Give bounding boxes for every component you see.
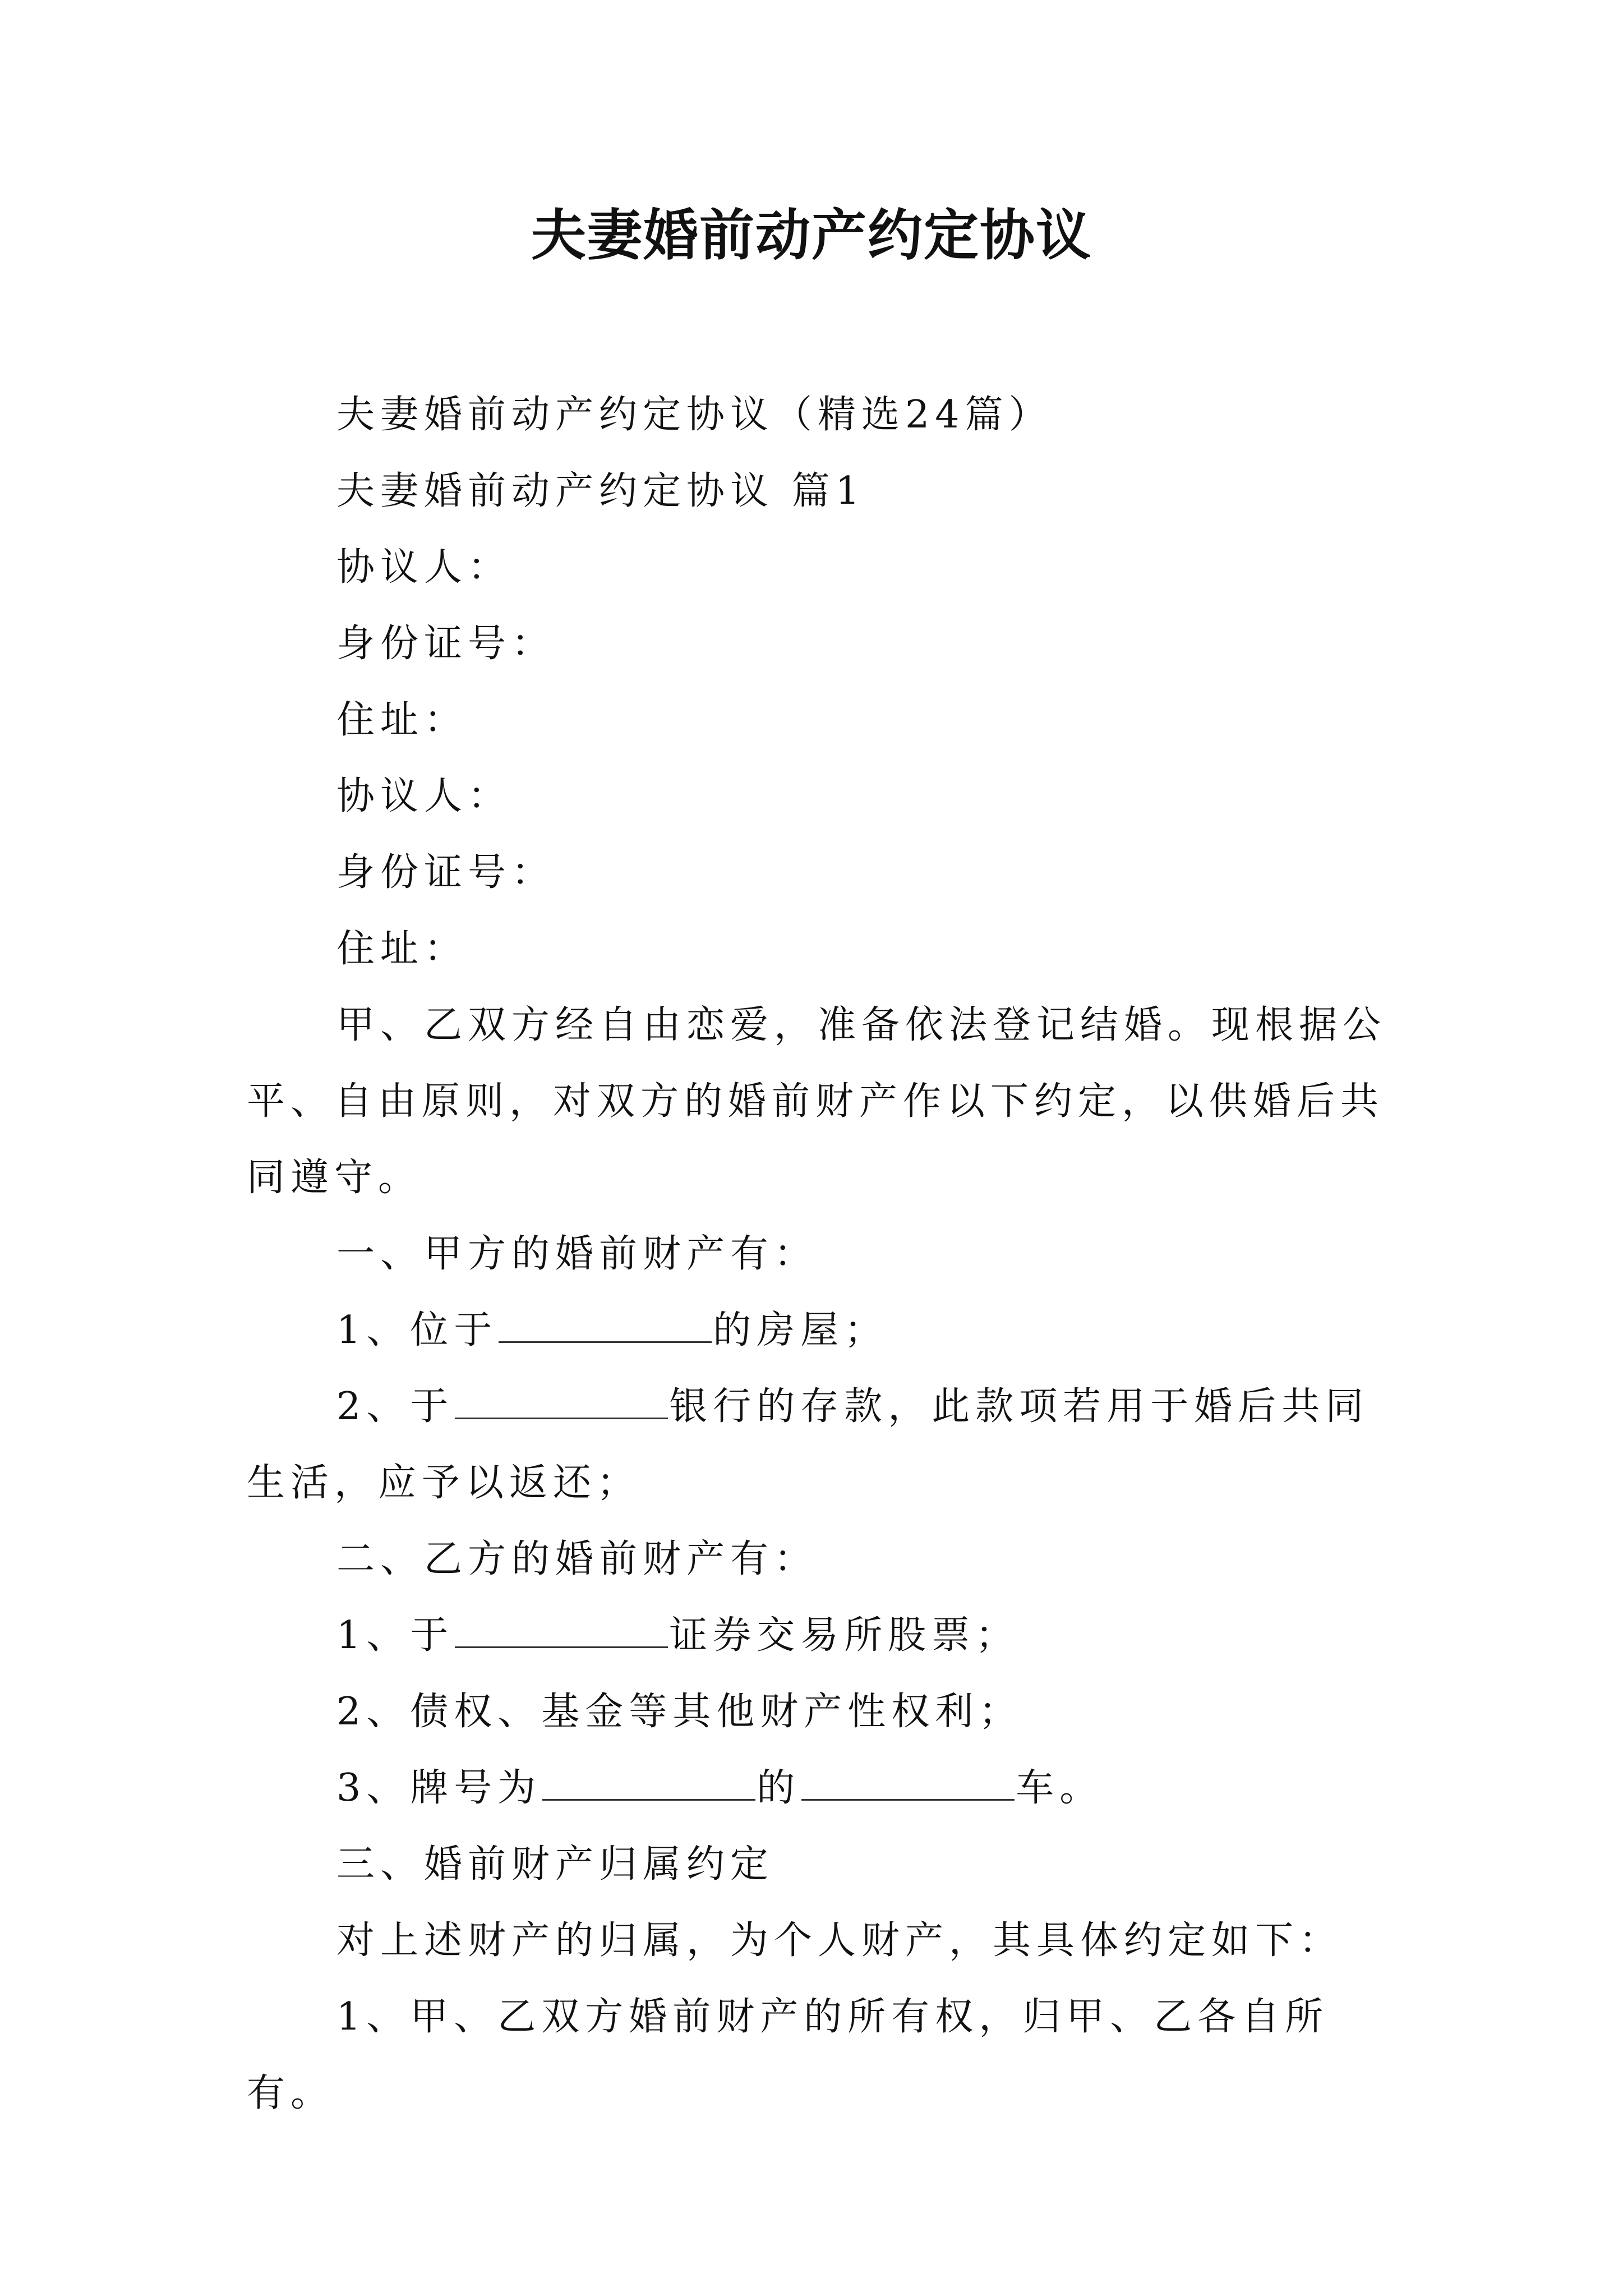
clause-item: 1、甲、乙双方婚前财产的所有权，归甲、乙各自所有。 — [247, 1995, 1329, 2115]
clause-item: 2、债权、基金等其他财产性权利； — [336, 1690, 1023, 1734]
clause-paragraph: 对上述财产的归属，为个人财产，其具体约定如下： — [336, 1918, 1343, 1963]
clause-item-text: 2、于 — [336, 1384, 454, 1429]
fill-in-blank — [455, 1385, 668, 1419]
fill-in-blank — [542, 1766, 755, 1801]
party-field-label: 协议人： — [336, 774, 512, 818]
id-number-field-label: 身份证号： — [336, 850, 556, 895]
preamble-paragraph: 甲、乙双方经自由恋爱，准备依法登记结婚。现根据公平、自由原则，对双方的婚前财产作以下约定，以供婚后共同遵守。 — [247, 1003, 1387, 1200]
clause-item — [247, 1292, 1391, 1369]
fill-in-blank — [801, 1766, 1015, 1801]
clause-heading: 三、婚前财产归属约定 — [336, 1842, 774, 1887]
clause-item — [247, 1369, 1391, 1521]
clause-item-text: 1、于 — [336, 1613, 454, 1658]
clause-item — [247, 1750, 1391, 1826]
clause-item-text: 的 — [757, 1766, 801, 1810]
party-field-label: 协议人： — [336, 545, 512, 590]
clause-heading: 一、甲方的婚前财产有： — [336, 1232, 818, 1276]
clause-item-text: 的房屋； — [713, 1308, 888, 1352]
address-field-label: 住址： — [336, 927, 468, 971]
document-title: 夫妻婚前动产约定协议 — [531, 203, 1092, 268]
clause-item — [247, 1598, 1391, 1674]
clause-item-text: 证券交易所股票； — [669, 1613, 1020, 1658]
id-number-field-label: 身份证号： — [336, 622, 556, 666]
fill-in-blank — [499, 1309, 712, 1343]
clause-item-text: 3、牌号为 — [336, 1766, 542, 1810]
clause-heading: 二、乙方的婚前财产有： — [336, 1537, 818, 1581]
clause-item-text: 1、位于 — [336, 1308, 498, 1352]
clause-item-text: 车。 — [1016, 1766, 1104, 1810]
section-heading: 夫妻婚前动产约定协议 篇1 — [336, 469, 865, 513]
fill-in-blank — [455, 1614, 668, 1648]
clause-item-text: 银行的存款，此款项若用于婚后共同生活，应予以返还； — [247, 1384, 1370, 1505]
address-field-label: 住址： — [336, 698, 468, 742]
subtitle-paragraph: 夫妻婚前动产约定协议（精选24篇） — [336, 393, 1053, 437]
document-body — [247, 377, 1391, 2132]
